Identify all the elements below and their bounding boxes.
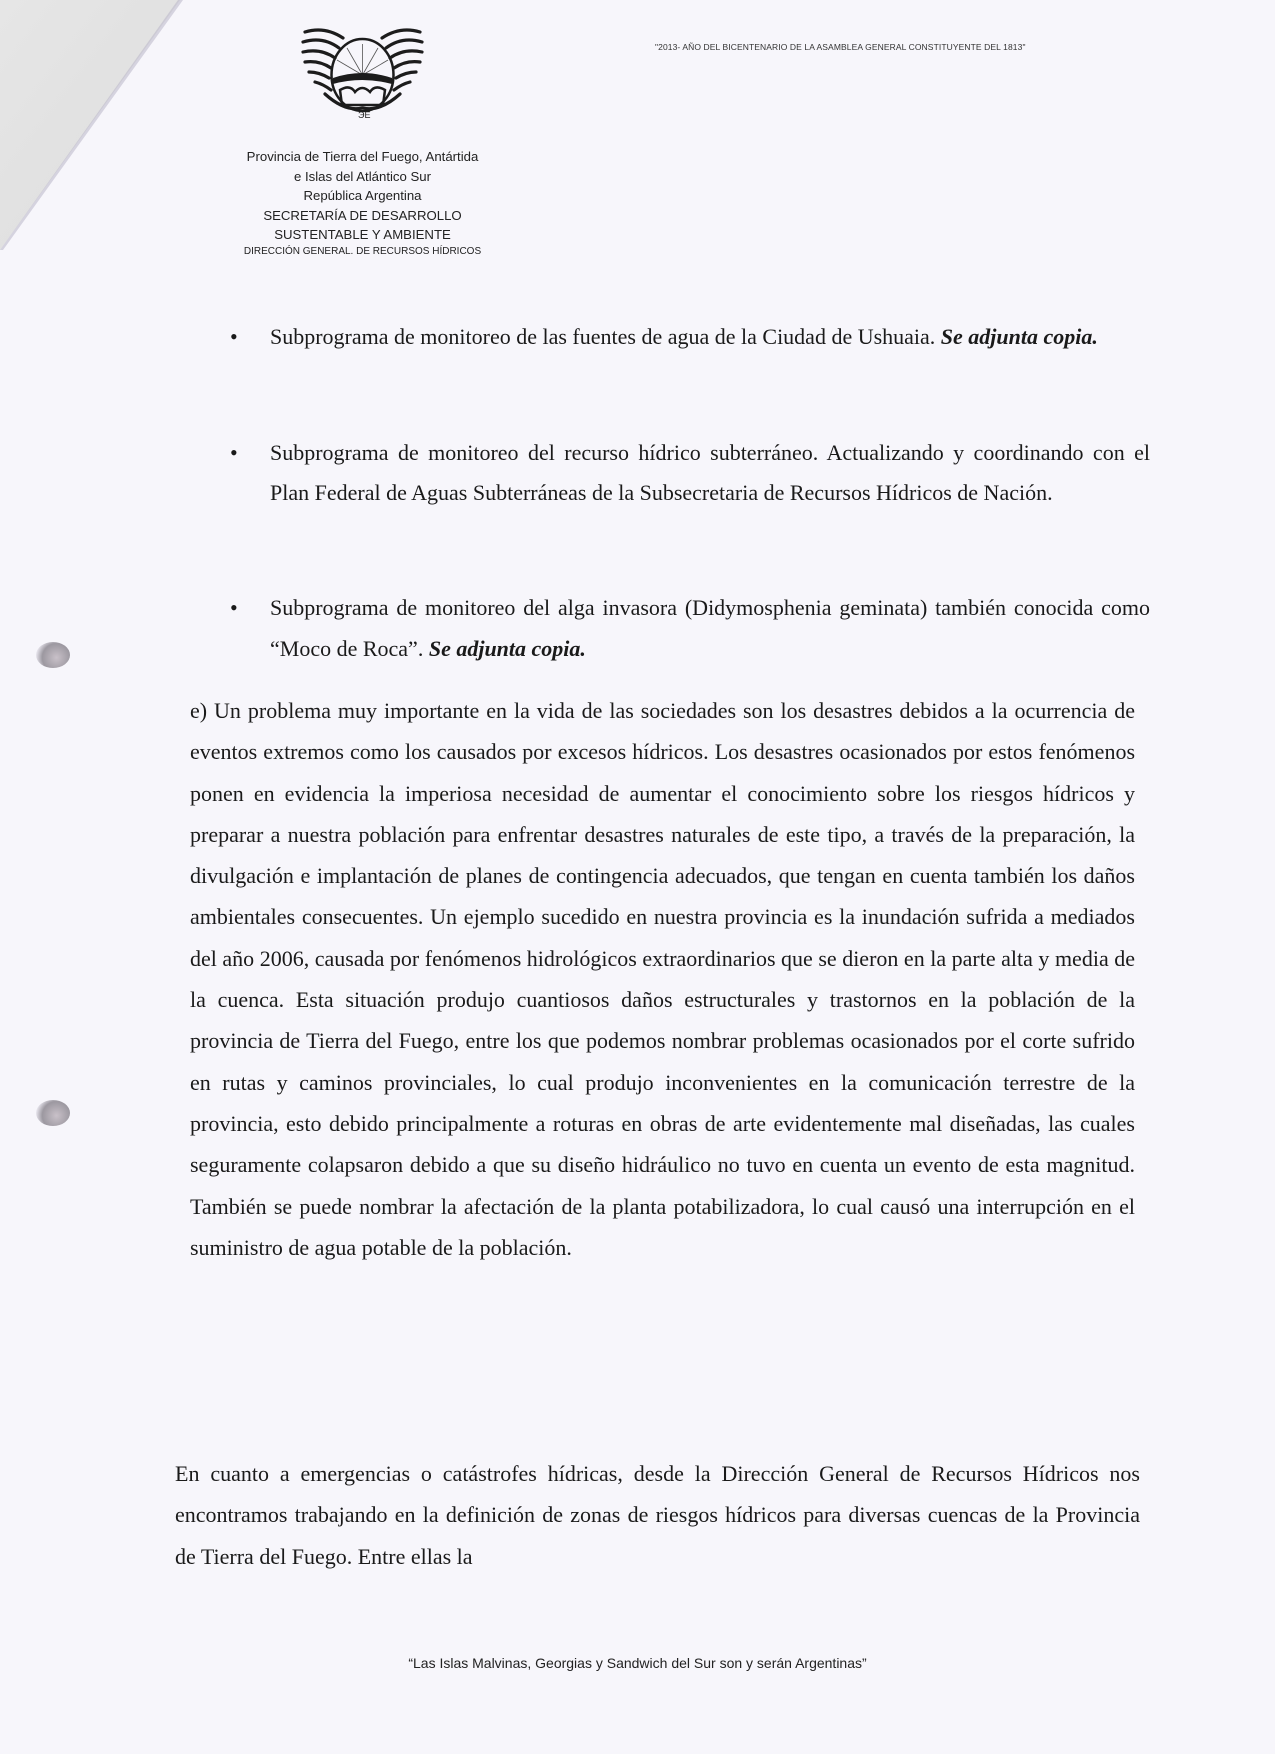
bullet-icon: • [230,440,238,465]
bullet-item [230,433,1150,513]
bullet-text: Subprograma de monitoreo de las fuentes de agua de la Ciudad de Ushuaia. [270,324,941,349]
header-motto: "2013- AÑO DEL BICENTENARIO DE LA ASAMBLEA GENERAL CONSTITUYENTE DEL 1813" [655,42,1026,52]
org-line-country: República Argentina [303,188,422,203]
org-line-directorate: DIRECCIÓN GENERAL. DE RECURSOS HÍDRICOS [243,245,482,257]
footer-motto: “Las Islas Malvinas, Georgias y Sandwich del Sur son y serán Argentinas” [408,1655,867,1671]
paragraph-emergencias: En cuanto a emergencias o catástrofes hídricas, desde la Dirección General de Recursos Hídricos nos encontramos trabajando en la definición de zonas de riesgos hídricos para diversas cuencas de la Provincia de Tierra del Fuego. Entre ellas la [175,1461,1140,1569]
provincial-coat-of-arms-icon [295,20,430,120]
bullet-item [230,316,1150,357]
org-line-province: Provincia de Tierra del Fuego, Antártida [246,149,479,164]
org-line-secretariat-2: SUSTENTABLE Y AMBIENTE [274,227,451,242]
bullet-text: Subprograma de monitoreo del alga invasora (Didymosphenia geminata) también conocida como “Moco de Roca”. [270,595,1150,661]
org-line-secretariat-1: SECRETARÍA DE DESARROLLO [263,207,462,223]
bullet-icon: • [230,595,238,620]
paragraph-e: e) Un problema muy importante en la vida de las sociedades son los desastres debidos a la ocurrencia de eventos extremos como los causados por excesos hídricos. Los desastres ocasionados por estos fenómenos ponen en evidencia la imperiosa necesidad de aumentar el conocimiento sobre los riesgos hídricos y preparar a nuestra población para enfrentar desastres naturales de este tipo, a través de la preparación, la divulgación e implantación de planes de contingencia adecuados, que tengan en cuenta también los daños ambientales consecuentes. Un ejemplo sucedido en nuestra provincia es la inundación sufrida a mediados del año 2006, causada por fenómenos hidrológicos extraordinarios que se dieron en la parte alta y media de la cuenca. Esta situación produjo cuantiosos daños estructurales y trastornos en la población de la provincia de Tierra del Fuego, entre los que podemos nombrar problemas ocasionados por el corte sufrido en rutas y caminos provinciales, lo cual produjo inconvenientes en la comunicación terrestre de la provincia, esto debido principalmente a roturas en obras de arte evidentemente mal diseñadas, las cuales seguramente colapsaron debido a que su diseño hidráulico no tuvo en cuenta un evento de esta magnitud. También se puede nombrar la afectación de la planta potabilizadora, lo cual causó una interrupción en el suministro de agua potable de la población. [190,698,1135,1260]
org-line-islands: e Islas del Atlántico Sur [293,168,432,184]
punch-hole-top [36,642,70,668]
bullet-icon: • [230,324,238,349]
bullet-emphasis: Se adjunta copia. [428,636,586,661]
punch-hole-bottom [36,1100,70,1126]
organization-header [190,147,535,259]
bullet-item [230,587,1150,669]
bullet-text: Subprograma de monitoreo del recurso hídrico subterráneo. Actualizando y coordinando con el Plan Federal de Aguas Subterráneas de la Subsecretaria de Recursos Hídricos de Nación. [270,440,1150,505]
page-corner-fold [0,0,200,260]
bullet-emphasis: Se adjunta copia. [940,324,1098,349]
svg-text:ЭЕ: ЭЕ [358,110,371,120]
